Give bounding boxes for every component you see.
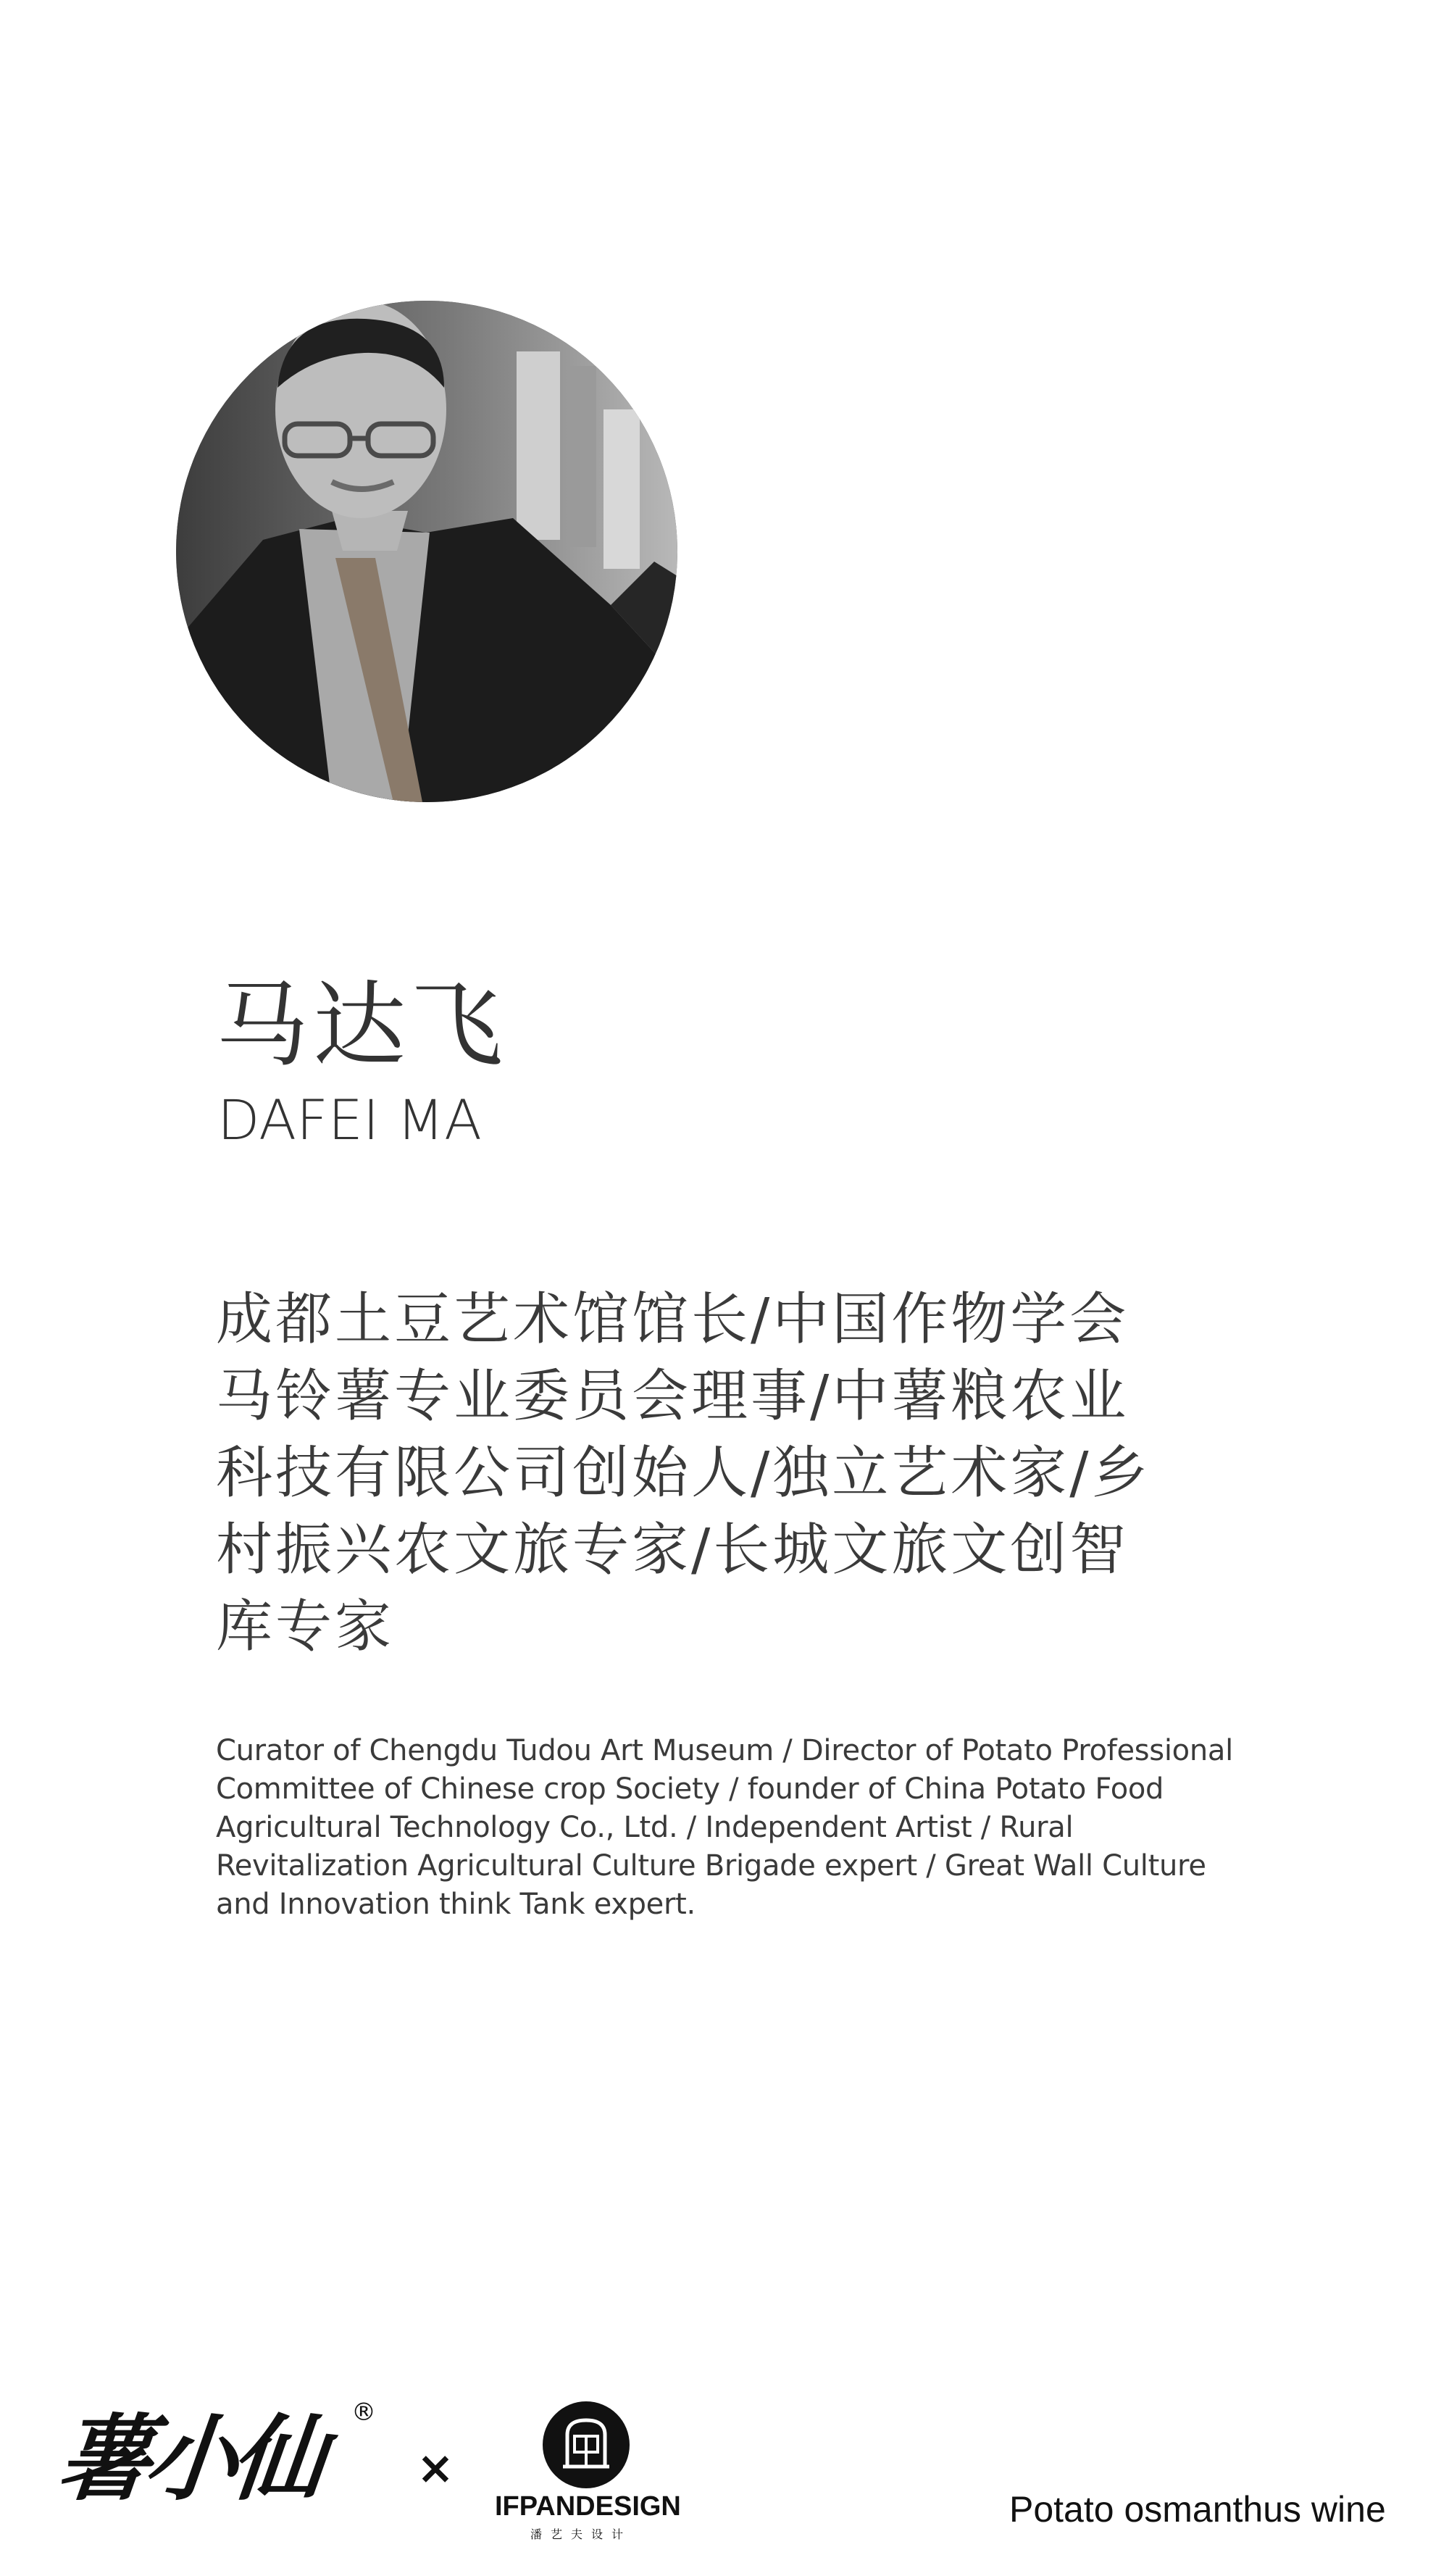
partner-logo-subtext: 潘艺夫设计	[530, 2527, 632, 2541]
bio-cn-line: 科技有限公司创始人/独立艺术家/乡	[216, 1441, 1151, 1506]
bio-cn-line: 成都土豆艺术馆馆长/中国作物学会	[216, 1287, 1129, 1352]
portrait-photo	[176, 301, 677, 802]
product-tagline: Potato osmanthus wine	[1009, 2489, 1386, 2530]
bio-cn	[216, 1281, 1245, 1665]
bio-en-line: Agricultural Technology Co., Ltd. / Independent Artist / Rural	[216, 1811, 1074, 1844]
registered-mark: ®	[351, 2398, 376, 2427]
collab-sign: ×	[417, 2441, 454, 2494]
ifpan-emblem-icon	[541, 2400, 631, 2490]
bio-en-line: Curator of Chengdu Tudou Art Museum / Director of Potato Professional	[216, 1734, 1233, 1767]
bio-en-line: and Innovation think Tank expert.	[216, 1888, 696, 1921]
bio-cn-line: 马铃薯专业委员会理事/中薯粮农业	[216, 1364, 1129, 1429]
person-name-cn: 马达飞	[216, 972, 508, 1080]
bio-en-line: Committee of Chinese crop Society / founder of China Potato Food	[216, 1772, 1164, 1806]
bio-cn-line: 村振兴农文旅专家/长城文旅文创智	[216, 1517, 1129, 1583]
person-name-en: DAFEI MA	[217, 1088, 483, 1152]
bio-cn-line: 库专家	[216, 1594, 395, 1659]
brand-logo-text: 薯小仙	[52, 2405, 325, 2514]
bio-en	[216, 1732, 1240, 1924]
partner-logo-text: IFPANDESIGN	[495, 2491, 681, 2522]
bio-en-line: Revitalization Agricultural Culture Brigade expert / Great Wall Culture	[216, 1849, 1206, 1883]
